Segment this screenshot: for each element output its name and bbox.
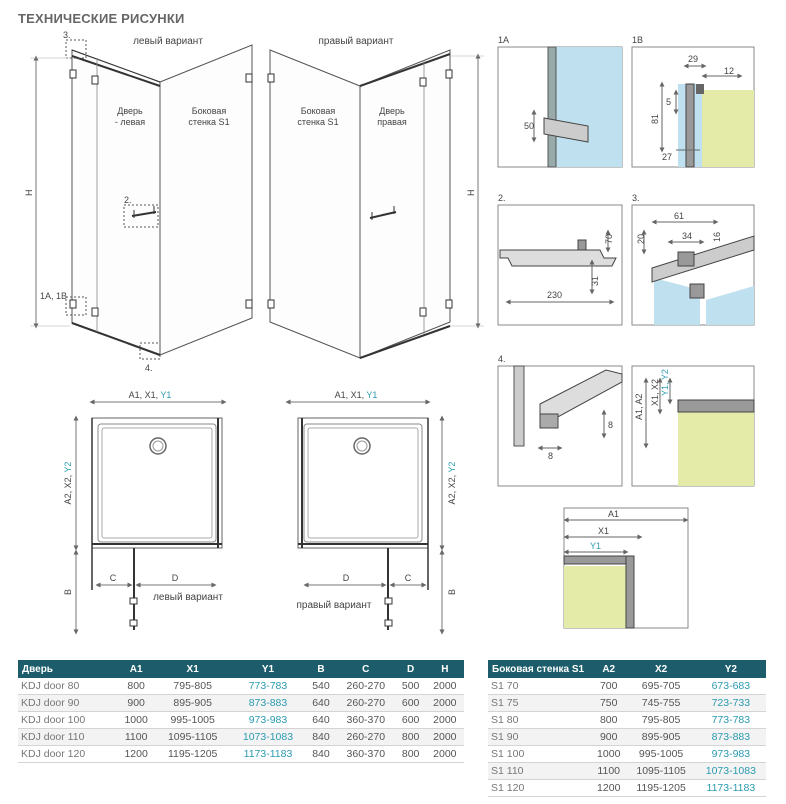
table-row [18, 746, 464, 763]
side-table-header-row [488, 660, 766, 678]
door-table-header: A1 [117, 660, 155, 678]
table-cell: 1073-1083 [230, 729, 306, 746]
page-title: ТЕХНИЧЕСКИЕ РИСУНКИ [18, 11, 185, 26]
table-cell: 1195-1205 [626, 780, 695, 797]
table-cell: 773-783 [696, 712, 766, 729]
table-cell: 2000 [426, 695, 464, 712]
table-cell: 795-805 [155, 678, 230, 695]
detail-2-dim-70: 70 [604, 233, 614, 244]
table-cell: KDJ door 100 [18, 712, 117, 729]
plan-left-d: D [171, 573, 179, 583]
front-view-left [30, 40, 252, 359]
table-cell: 1095-1105 [155, 729, 230, 746]
table-row [488, 712, 766, 729]
detail-4-dim-8b: 8 [608, 420, 614, 430]
table-cell: S1 80 [488, 712, 591, 729]
table-cell: 640 [306, 712, 336, 729]
plan-right-top-dim: A1, X1, Y1 [334, 390, 378, 400]
table-cell: 540 [306, 678, 336, 695]
detail-4-dim-8a: 8 [548, 451, 554, 461]
side-table-header: Боковая стенка S1 [488, 660, 591, 678]
table-cell: 673-683 [696, 678, 766, 695]
table-row [18, 678, 464, 695]
detail-1b-label: 1B [632, 35, 644, 45]
table-cell: 695-705 [626, 678, 695, 695]
detail-a1a2-mid: X1, X2 [650, 378, 660, 406]
table-cell: 1173-1183 [696, 780, 766, 797]
door-table-header: D [396, 660, 426, 678]
table-cell: KDJ door 110 [18, 729, 117, 746]
table-row [488, 678, 766, 695]
detail-a1-plan-a1: A1 [608, 509, 620, 519]
table-cell: 600 [396, 712, 426, 729]
door-left-label-1: Дверь [117, 106, 143, 116]
detail-a1-plan [564, 508, 688, 628]
table-cell: 1000 [117, 712, 155, 729]
h-label-left: H [24, 189, 34, 196]
detail-2 [498, 205, 622, 325]
detail-1b [632, 47, 754, 167]
table-cell: 900 [117, 695, 155, 712]
front-view-right [268, 50, 484, 358]
table-cell: 640 [306, 695, 336, 712]
table-cell: 773-783 [230, 678, 306, 695]
plan-right-b: B [447, 588, 457, 596]
table-cell: 895-905 [626, 729, 695, 746]
table-cell: 873-883 [696, 729, 766, 746]
detail-2-dim-31: 31 [590, 275, 600, 286]
detail-3-dim-20: 20 [636, 233, 646, 244]
detail-1b-dim-29: 29 [688, 54, 699, 64]
table-cell: 840 [306, 729, 336, 746]
plan-left-b: B [63, 588, 73, 596]
table-cell: 973-983 [696, 746, 766, 763]
table-cell: 1095-1105 [626, 763, 695, 780]
detail-3 [632, 205, 754, 325]
detail-1a-label: 1A [498, 35, 510, 45]
detail-1b-dim-27: 27 [662, 152, 673, 162]
table-row [488, 695, 766, 712]
door-table-header: H [426, 660, 464, 678]
table-cell: 2000 [426, 746, 464, 763]
detail-4-label: 4. [498, 354, 506, 364]
table-row [488, 780, 766, 797]
table-cell: KDJ door 90 [18, 695, 117, 712]
table-cell: 800 [396, 729, 426, 746]
table-cell: 600 [396, 695, 426, 712]
plan-right-c: C [404, 573, 412, 583]
detail-2-label: 2. [498, 193, 506, 203]
callout-3: 3. [63, 30, 71, 40]
table-cell: 745-755 [626, 695, 695, 712]
table-cell: 995-1005 [626, 746, 695, 763]
table-cell: 360-370 [336, 746, 396, 763]
table-cell: 1200 [591, 780, 626, 797]
door-left-label-2: - левая [114, 117, 146, 127]
side-wall-table [488, 660, 766, 797]
table-cell: 1073-1083 [696, 763, 766, 780]
table-cell: 260-270 [336, 695, 396, 712]
table-row [18, 712, 464, 729]
callout-2: 2. [124, 195, 132, 205]
door-table [18, 660, 464, 763]
door-table-header: C [336, 660, 396, 678]
detail-1b-dim-12: 12 [724, 66, 735, 76]
table-cell: 840 [306, 746, 336, 763]
plan-view-right [288, 402, 442, 632]
detail-3-dim-16: 16 [712, 231, 722, 242]
table-row [18, 729, 464, 746]
table-cell: 895-905 [155, 695, 230, 712]
table-cell: 2000 [426, 712, 464, 729]
table-cell: 700 [591, 678, 626, 695]
table-cell: 2000 [426, 678, 464, 695]
detail-3-dim-34: 34 [682, 231, 693, 241]
table-cell: S1 75 [488, 695, 591, 712]
table-cell: 900 [591, 729, 626, 746]
detail-1a-dim: 50 [524, 121, 535, 131]
detail-a1-plan-y1: Y1 [590, 541, 602, 551]
table-cell: 1100 [117, 729, 155, 746]
table-cell: 800 [117, 678, 155, 695]
plan-left-caption: левый вариант [153, 592, 223, 603]
side-right-label-2: стенка S1 [297, 117, 339, 127]
table-cell: 1200 [117, 746, 155, 763]
detail-a1a2-left: A1, A2 [634, 393, 644, 420]
door-right-label-1: Дверь [379, 106, 405, 116]
plan-right-caption: правый вариант [296, 600, 372, 611]
table-cell: KDJ door 80 [18, 678, 117, 695]
table-row [488, 729, 766, 746]
side-left-label-1: Боковая [191, 106, 227, 116]
plan-left-top-dim: A1, X1, Y1 [128, 390, 172, 400]
detail-1a [498, 47, 622, 167]
door-table-header: X1 [155, 660, 230, 678]
table-cell: 795-805 [626, 712, 695, 729]
table-cell: 260-270 [336, 678, 396, 695]
door-right-label-2: правая [377, 117, 407, 127]
side-right-label-1: Боковая [300, 106, 336, 116]
table-cell: KDJ door 120 [18, 746, 117, 763]
h-label-right: H [466, 189, 476, 196]
plan-right-d: D [342, 573, 350, 583]
table-cell: S1 70 [488, 678, 591, 695]
front-left-caption: левый вариант [133, 36, 203, 47]
detail-a1-plan-x1: X1 [598, 526, 610, 536]
table-cell: 873-883 [230, 695, 306, 712]
door-table-header: B [306, 660, 336, 678]
door-table-header: Дверь [18, 660, 117, 678]
detail-a1a2-teal: Y1, Y2 [660, 369, 670, 396]
front-right-caption: правый вариант [318, 36, 394, 47]
detail-3-label: 3. [632, 193, 640, 203]
detail-4 [498, 366, 622, 486]
table-cell: S1 90 [488, 729, 591, 746]
table-cell: 1195-1205 [155, 746, 230, 763]
table-cell: 750 [591, 695, 626, 712]
table-cell: S1 120 [488, 780, 591, 797]
door-table-header: Y1 [230, 660, 306, 678]
table-cell: 1100 [591, 763, 626, 780]
table-cell: 260-270 [336, 729, 396, 746]
plan-left-side-dim: A2, X2, Y2 [63, 461, 73, 505]
table-cell: S1 110 [488, 763, 591, 780]
table-cell: 360-370 [336, 712, 396, 729]
detail-1b-dim-5: 5 [666, 97, 672, 107]
table-cell: 973-983 [230, 712, 306, 729]
table-cell: 723-733 [696, 695, 766, 712]
side-table-header: Y2 [696, 660, 766, 678]
callout-1ab: 1A, 1B [40, 291, 68, 301]
detail-1b-dim-81: 81 [650, 113, 660, 124]
table-cell: 1173-1183 [230, 746, 306, 763]
callout-4: 4. [145, 363, 153, 373]
side-table-header: X2 [626, 660, 695, 678]
side-table-header: A2 [591, 660, 626, 678]
table-cell: S1 100 [488, 746, 591, 763]
detail-3-dim-61: 61 [674, 211, 685, 221]
table-cell: 500 [396, 678, 426, 695]
detail-2-dim-230: 230 [547, 290, 563, 300]
table-cell: 800 [591, 712, 626, 729]
table-row [488, 763, 766, 780]
table-row [488, 746, 766, 763]
table-row [18, 695, 464, 712]
table-cell: 800 [396, 746, 426, 763]
side-left-label-2: стенка S1 [188, 117, 230, 127]
table-cell: 995-1005 [155, 712, 230, 729]
door-table-header-row [18, 660, 464, 678]
plan-right-side-dim: A2, X2, Y2 [447, 461, 457, 505]
plan-left-c: C [109, 573, 117, 583]
table-cell: 1000 [591, 746, 626, 763]
table-cell: 2000 [426, 729, 464, 746]
